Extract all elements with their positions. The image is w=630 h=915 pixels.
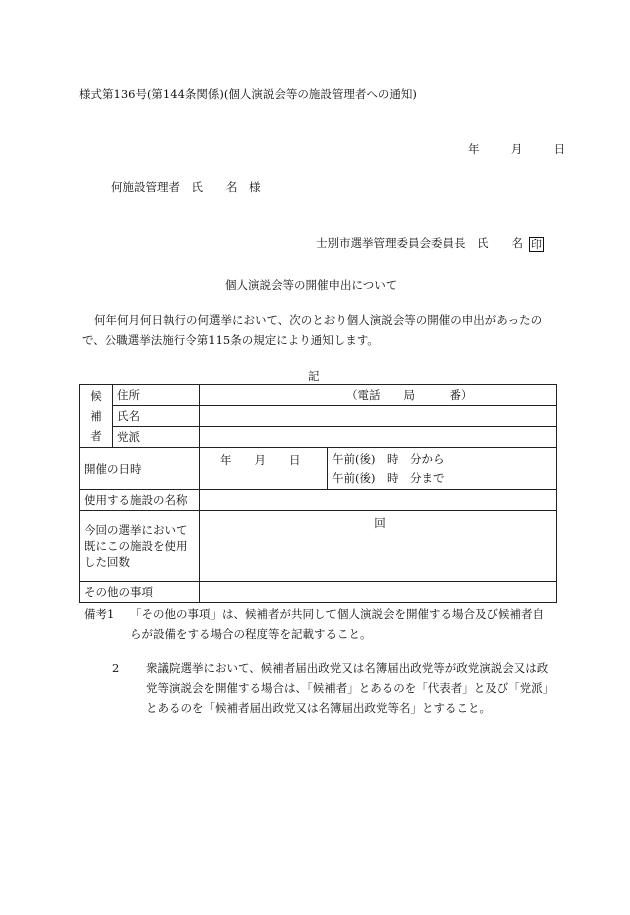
note-2-label: 2 bbox=[112, 661, 120, 675]
note-2-text: 衆議院選挙において、候補者届出政党又は名簿届出政党等が政党演説会又は政党等演説会を開催する場合は、「候補者」とあるのを「代表者」と及び「党派」とあるのを「候補者届出政党又は名簿届出政党等名」とすること。 bbox=[146, 661, 549, 715]
note-1-text: 「その他の事項」は、候補者が共同して個人演説会を開催する場合及び候補者自らが設備をする場合の程度等を記載すること。 bbox=[130, 607, 544, 641]
sender-name: 士別市選挙管理委員会委員長 氏 名 bbox=[316, 236, 523, 250]
address-label: 住所 bbox=[113, 385, 200, 406]
party-value bbox=[200, 427, 557, 448]
ki-mark: 記 bbox=[308, 369, 320, 383]
address-value: （電話 局 番） bbox=[200, 385, 557, 406]
date-line bbox=[468, 141, 565, 157]
addressee: 何施設管理者 氏 名 様 bbox=[111, 180, 261, 194]
document-title: 個人演説会等の開催申出について bbox=[225, 278, 398, 292]
facility-value bbox=[200, 490, 557, 511]
time-value bbox=[328, 448, 557, 490]
other-value bbox=[200, 582, 557, 603]
note-2 bbox=[84, 658, 554, 718]
time-from: 午前(後) 時 分から bbox=[332, 451, 445, 466]
name-value bbox=[200, 406, 557, 427]
candidate-header: 候 補 者 bbox=[80, 385, 113, 448]
note-1 bbox=[84, 604, 554, 644]
party-label: 党派 bbox=[113, 427, 200, 448]
count-value: 回 bbox=[200, 511, 557, 582]
notification-table bbox=[79, 384, 557, 603]
time-to: 午前(後) 時 分まで bbox=[332, 470, 445, 485]
sender bbox=[316, 235, 544, 252]
other-label: その他の事項 bbox=[80, 582, 200, 603]
notes bbox=[84, 604, 554, 718]
note-1-label: 備考1 bbox=[84, 607, 115, 621]
date-time-label: 開催の日時 bbox=[80, 448, 200, 490]
facility-label: 使用する施設の名称 bbox=[80, 490, 200, 511]
date-month: 月 bbox=[510, 142, 523, 156]
form-code: 様式第136号(第144条関係)(個人演説会等の施設管理者への通知) bbox=[79, 87, 417, 101]
date-day: 日 bbox=[553, 142, 566, 156]
date-year: 年 bbox=[468, 142, 480, 156]
seal-mark: 印 bbox=[531, 237, 542, 251]
body-text: 何年何月何日執行の何選挙において、次のとおり個人演説会等の開催の申出があったので、公職選挙法施行令第115条の規定により通知します。 bbox=[82, 313, 543, 347]
name-label: 氏名 bbox=[113, 406, 200, 427]
date-value: 年 月 日 bbox=[200, 448, 328, 490]
count-label: 今回の選挙において既にこの施設を使用した回数 bbox=[80, 511, 200, 582]
